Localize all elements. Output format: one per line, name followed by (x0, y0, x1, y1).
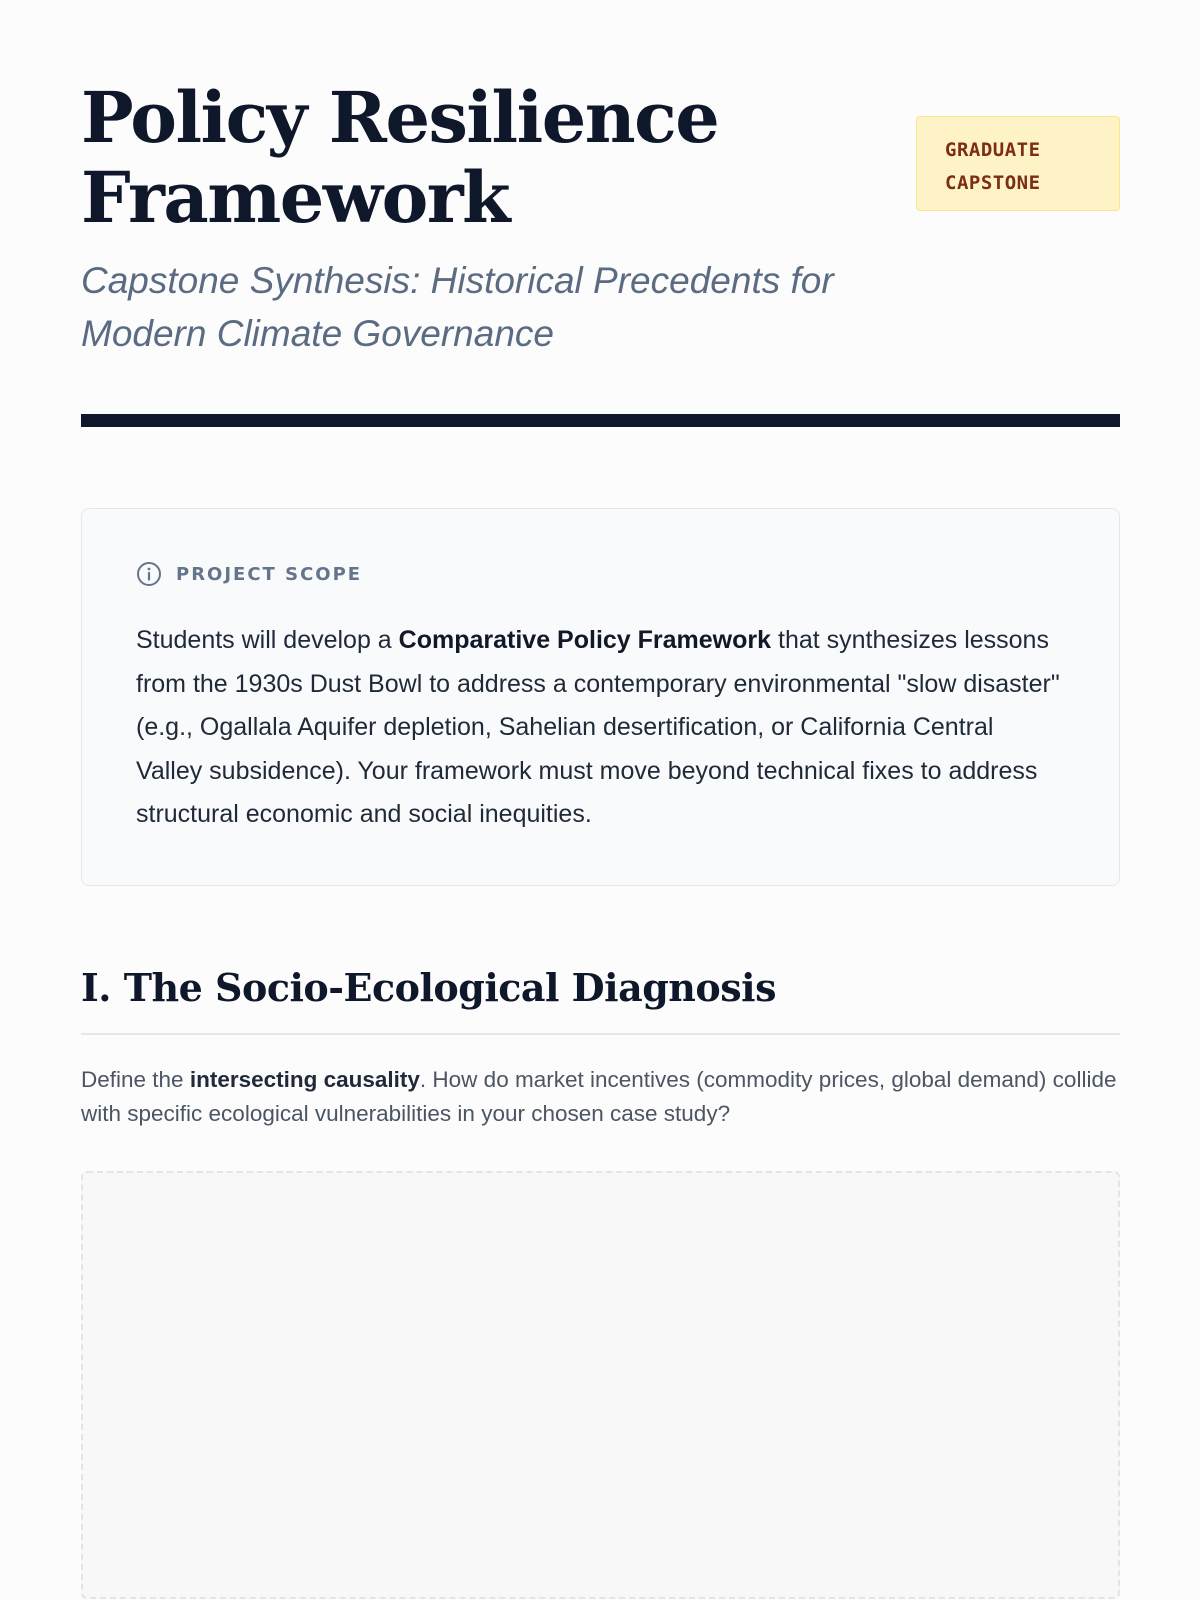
scope-heading-label: PROJECT SCOPE (176, 563, 363, 585)
project-scope-callout (81, 508, 1120, 886)
page-subtitle-line-1: Capstone Synthesis: Historical Precedents for (81, 260, 834, 301)
badge-line-2: CAPSTONE (945, 172, 1041, 194)
page-subtitle (81, 254, 921, 360)
section-1-divider (81, 1033, 1120, 1035)
page-title-line-1: Policy Resilience (81, 76, 719, 159)
prompt-text-emphasis: intersecting causality (189, 1067, 420, 1092)
scope-heading (136, 561, 1065, 587)
scope-text-start: Students will develop a (136, 626, 399, 654)
document-header (81, 0, 1120, 427)
section-1-title: I. The Socio-Ecological Diagnosis (81, 965, 776, 1010)
prompt-text-end: . How do market incentives (commodity prices, global demand) collide with specific ecological vulnerabilities in your chosen case study? (81, 1067, 1117, 1126)
section-1-prompt (81, 1063, 1120, 1131)
scope-text-end: that synthesizes lessons from the 1930s Dust Bowl to address a contemporary environmental "slow disaster" (e.g., Ogallala Aquifer depletion, Sahelian desertification, or California Central Valley subsidence). Your framework must move beyond technical fixes to address structural economic and social inequities. (136, 626, 1060, 828)
badge-line-1: GRADUATE (945, 139, 1041, 161)
page-subtitle-line-2: Modern Climate Governance (81, 313, 554, 354)
section-1-response-area[interactable] (81, 1171, 1120, 1599)
prompt-text-start: Define the (81, 1067, 190, 1092)
capstone-badge (916, 116, 1120, 211)
page-title (81, 78, 881, 238)
scope-text-emphasis: Comparative Policy Framework (398, 626, 772, 654)
scope-description (136, 619, 1066, 837)
info-circle-icon (136, 561, 162, 587)
header-divider (81, 414, 1120, 427)
document-page (81, 0, 1120, 1126)
page-title-line-2: Framework (81, 156, 510, 239)
